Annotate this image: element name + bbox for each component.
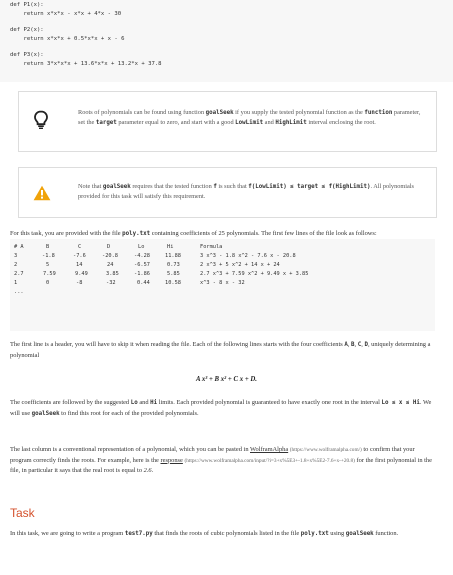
table-cell: -1.8 [42,253,55,259]
col-header: Hi [167,244,174,250]
intro-paragraph: For this task, you are provided with the file poly.txt containing coefficients of 25 polynomials. The first few lines of the file look as follows: [10,230,377,237]
table-cell: 0.44 [137,280,150,286]
col-header: # A [14,244,24,250]
coefficients-paragraph: The coefficients are followed by the suggested Lo and Hi limits. Each provided polynomial is guaranteed to have exactly one root in the interval Lo ≤ x ≤ Hi. We will use goalSeek to find this root for each of the provided polynomials. [10,399,432,417]
table-cell: 2.7 x^3 + 7.59 x^2 + 9.49 x + 3.85 [200,271,309,277]
lightbulb-icon [33,110,49,135]
table-cell: 3 x^3 - 1.8 x^2 - 7.6 x - 20.8 [200,253,296,259]
root-value: 2.6 [143,467,152,474]
task-paragraph: In this task, we are going to write a program test7.py that finds the roots of cubic polynomials listed in the file poly.txt using goalSeek function. [10,530,399,537]
table-cell: 14 [76,262,83,268]
table-cell: 7.59 [43,271,56,277]
table-cell: 5.85 [167,271,180,277]
table-cell: -20.8 [102,253,118,259]
table-cell: 24 [107,262,114,268]
tip-callout [18,91,437,152]
table-cell: 11.88 [165,253,181,259]
table-cell: 0 [46,280,50,286]
code-line: return x*x*x - x*x + 4*x - 30 [10,11,122,17]
table-cell: 0.73 [167,262,180,268]
wolframalpha-url: (https://www.wolframalpha.com/) [289,447,362,453]
table-cell: -32 [106,280,116,286]
header-paragraph: The first line is a header, you will have to skip it when reading the file. Each of the following lines starts with the four coefficients A, B, C, D, uniquely determining a polynomial [10,341,431,359]
table-cell: 2 [14,262,18,268]
table-cell: 2.7 [14,271,24,277]
table-cell: -7.6 [73,253,86,259]
col-header: C [78,244,82,250]
col-header: Lo [138,244,145,250]
table-cell: 3 [14,253,18,259]
warning-text: Note that goalSeek requires that the tested function f is such that f(LowLimit) ≤ target ≤ f(HighLimit). All polynomials provided for this task will satisfy this requirement. [78,183,415,200]
col-header: B [46,244,50,250]
tip-text: Roots of polynomials can be found using function goalSeek if you supply the tested polynomial function as the function parameter, set the target parameter equal to zero, and start with a good LowLimit and HighLimit interval enclosing the root. [78,109,421,126]
table-cell: 3.85 [106,271,119,277]
table-cell: 5 [46,262,50,268]
table-cell: -1.86 [134,271,150,277]
response-url: (https://www.wolframalpha.com/input/?i=3+x%5E3+-1.8+x%5E2-7.6+x-+20.8) [184,457,355,464]
response-link[interactable]: response [160,456,183,464]
table-cell: 2 x^3 + 5 x^2 + 14 x + 24 [200,262,280,268]
code-line: def P1(x): [10,2,44,8]
code-line: def P2(x): [10,27,44,33]
code-line: return 3*x*x*x + 13.6*x*x + 13.2*x + 37.8 [10,61,162,67]
table-cell: 9.49 [75,271,88,277]
table-cell: -6.57 [134,262,150,268]
table-cell: 10.58 [165,280,181,286]
file-preview-block [10,239,435,331]
code-line: return x*x*x + 0.5*x*x + x - 6 [10,36,125,42]
code-line: def P3(x): [10,52,44,58]
code-block-top [0,0,453,82]
col-header: D [107,244,111,250]
table-cell: -4.28 [134,253,150,259]
warning-icon [33,185,51,206]
ellipsis: ... [14,289,24,295]
formula-column-paragraph: The last column is a conventional representation of a polynomial, which you can be pasted in WolframAlpha (https://www.wolframalpha.com/) to confirm that your program correctly finds the roots. For example, here is the response (https://www.wolframalpha.com/input/?i=3+x%5E3+-1.8+x%5E2-7.6+x-+20.8) for the first polynomial in the file, in particular it says that the real root is equal to 2.6. [10,446,432,474]
warning-callout [18,167,437,218]
table-cell: 1 [14,280,18,286]
table-cell: x^3 - 8 x - 32 [200,280,245,286]
table-cell: -8 [76,280,83,286]
task-heading: Task [10,506,35,520]
col-header: Formula [200,244,223,250]
polynomial-formula: A x³ + B x² + C x + D. [195,376,258,383]
wolframalpha-link[interactable]: WolframAlpha [250,446,289,453]
